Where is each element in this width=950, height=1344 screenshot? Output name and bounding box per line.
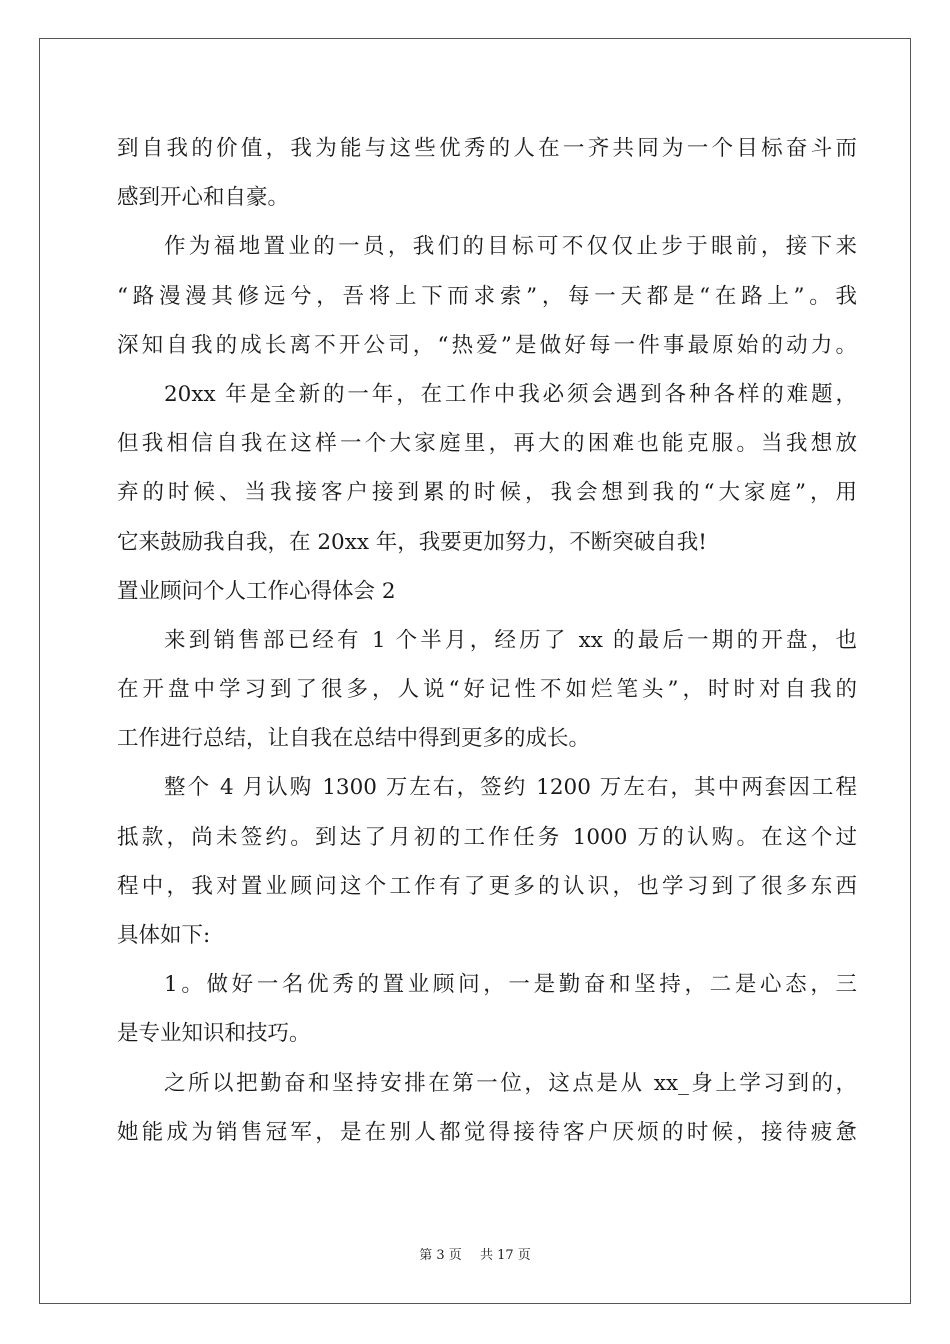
text-line: 深知自我的成长离不开公司，“热爱”是做好每一件事最原始的动力。: [117, 332, 857, 358]
text-line: 到自我的价值，我为能与这些优秀的人在一齐共同为一个目标奋斗而: [117, 136, 857, 161]
page-footer: [0, 1244, 950, 1263]
text-line: 但我相信自我在这样一个大家庭里，再大的困难也能克服。当我想放: [117, 431, 857, 457]
text-line: 之所以把勤奋和坚持安排在第一位，这点是从 xx_身上学习到的，: [164, 1070, 857, 1096]
document-body: [117, 124, 857, 1157]
page-total: 共 17 页: [479, 1248, 531, 1263]
text-line: 1。做好一名优秀的置业顾问，一是勤奋和坚持，二是心态，三: [164, 972, 857, 998]
text-line: 它来鼓励我自我，在 20xx 年，我要更加努力，不断突破自我!: [117, 529, 707, 555]
text-line: 具体如下:: [117, 923, 211, 948]
text-line: 是专业知识和技巧。: [117, 1021, 311, 1047]
text-line: 程中，我对置业顾问这个工作有了更多的认识，也学习到了很多东西: [117, 873, 857, 899]
text-line: 作为福地置业的一员，我们的目标可不仅仅止步于眼前，接下来: [164, 234, 857, 260]
text-line: “路漫漫其修远兮，吾将上下而求索”，每一天都是“在路上”。我: [117, 283, 857, 309]
text-line: 在开盘中学习到了很多，人说“好记性不如烂笔头”，时时对自我的: [117, 677, 857, 703]
text-line: 感到开心和自豪。: [117, 185, 290, 211]
text-line: 整个 4 月认购 1300 万左右，签约 1200 万左右，其中两套因工程: [164, 775, 857, 801]
text-line: 来到销售部已经有 1 个半月，经历了 xx 的最后一期的开盘，也: [164, 627, 857, 653]
section-heading: 置业顾问个人工作心得体会 2: [117, 578, 396, 604]
text-line: 弃的时候、当我接客户接到累的时候，我会想到我的“大家庭”，用: [117, 480, 857, 506]
page-number: 第 3 页: [419, 1248, 462, 1263]
text-line: 抵款，尚未签约。到达了月初的工作任务 1000 万的认购。在这个过: [117, 824, 857, 850]
text-line: 20xx 年是全新的一年，在工作中我必须会遇到各种各样的难题，: [164, 381, 857, 407]
text-line: 工作进行总结，让自我在总结中得到更多的成长。: [117, 726, 591, 752]
text-line: 她能成为销售冠军，是在别人都觉得接待客户厌烦的时候，接待疲惫: [117, 1119, 857, 1145]
